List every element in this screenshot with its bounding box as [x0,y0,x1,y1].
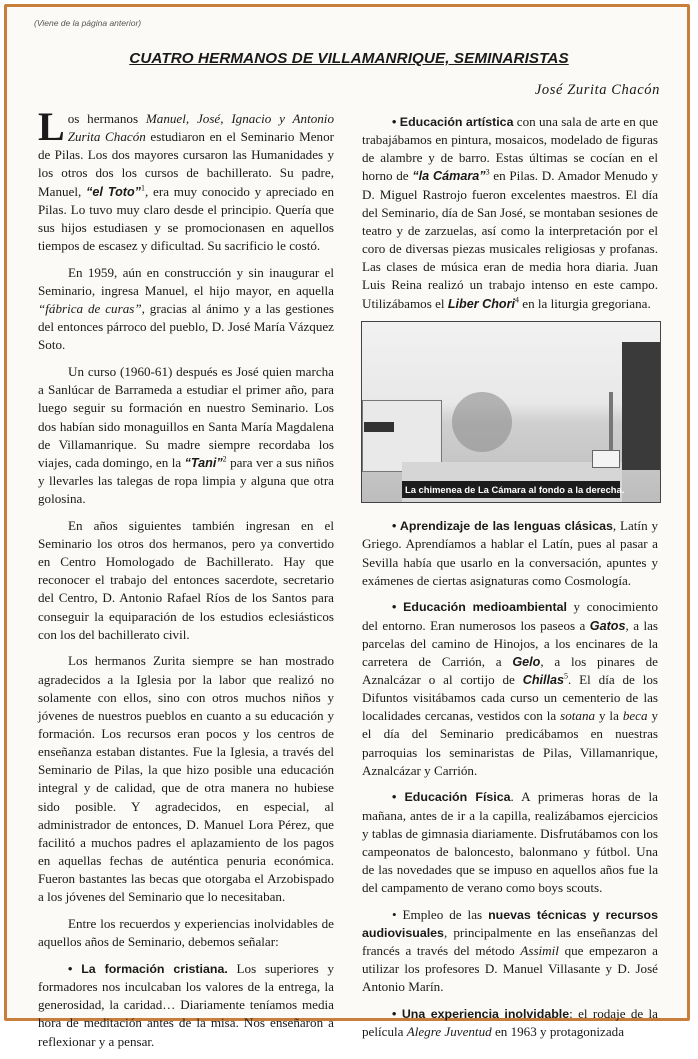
paragraph [362,906,658,997]
text: os hermanos [67,111,146,126]
paragraph: Entre los recuerdos y experiencias inolvidables de aquellos años de Seminario, debemos señalar: [38,916,334,950]
place-name: Gelo [512,654,541,669]
place-name: Gatos [589,618,626,633]
tree-shape [452,392,512,452]
bullet-heading: nuevas técnicas y recursos audiovisuales [362,907,659,940]
nickname: “Tani” [184,455,223,470]
text: . A primeras horas de la mañana, antes de ir a la capilla, realizábamos ejercicios y tablas de gimnasia diariamente. Disfrutábamos con los campeonatos de baloncesto, balonmano y fútbol. Una de las novedades que se impuso en aquellos años fue la del campamento de verano como boys scouts. [362,789,658,896]
text: con una sala de arte en que trabajábamos en pintura, mosaicos, modelado de figuras de alambre y de barro. Estas últimas se cocían en el horno de [362,114,659,184]
text: para ver a sus niños y llevarles las talegas de ropa limpia y alguna que otra golosina. [38,454,334,507]
book-title: Liber Chori [447,296,515,311]
drop-cap: L [38,104,65,149]
text: , Latín y Griego. Aprendíamos a hablar el Latín, pues al pasar a Sevilla había que usarlo en la conversación, apuntes y exámenes de ciertas asignaturas como Cosmología. [362,518,658,588]
bullet-heading: • La formación cristiana. [68,961,228,976]
bullet-heading: • Educación medioambiental [392,600,567,615]
text: , gracias al ánimo y a las gestiones del entonces párroco del pueblo, D. José María Vázquez Soto. [38,301,335,353]
text: en Pilas. D. Amador Menudo y D. Miguel Rastrojo fueron excelentes maestros. El día del Seminario, día de San José, se montaban sesiones de teatro y de zarzuelas, así como la interpretación por el coro de diversas piezas musicales religiosas y profanas. Las clases de música eran de media hora diaria. Juan Luis Reina realizó un trabajo intenso en este campo. Utilizábamos el [362,168,658,311]
text: en la liturgia gregoriana. [519,295,651,311]
paragraph [38,363,334,508]
text: Un curso (1960-61) después es José quien marcha a Sanlúcar de Barrameda a estudiar el primer año, para luego seguir su formación en nuestro Seminario. Los dos habían sido monaguillos en Santa María Magdalena de Villamanrique. Su madre siempre recordaba los viajes, cada domingo, en la [38,364,334,470]
text: estudiaron en el Seminario Menor de Pilas. Los dos mayores cursaron las Humanidades y los otros dos los cursos de bachillerato. Su padre, Manuel, [38,129,334,199]
paragraph [362,1005,658,1041]
bullet-heading: • Educación Física [392,790,511,805]
text: en 1963 y protagonizada [491,1024,625,1040]
names: Manuel, José, Ignacio y Antonio Zurita Chacón [67,111,334,145]
building-shape [622,342,660,470]
paragraph [362,598,658,780]
text: , a las parcelas del camino de Hinojos, a los encinares de la carretera de Carrión, a [362,617,658,669]
paragraph [362,113,658,313]
term: sotana [560,708,596,724]
term: beca [622,708,648,724]
paragraph [362,788,658,897]
paragraph: Los hermanos Zurita siempre se han mostrado agradecidos a la Iglesia por la labor que realizó no solamente con ellos, sino con otros muchos niños y jóvenes de nuestros pueblos en cuanto a su educación y formación. Los recursos eran pocos y los centros de enseñanza estaban distantes. Fue la Iglesia, a través del Seminario de Pilas, la que hizo posible una educación integral y de calidad, que de otra manera no hubiese sido posible. Y agradecidos, en especial, al administrador de entonces, D. Manuel Lora Pérez, que facilitó a muchos padres el aplazamiento de los pagos en aquellas fechas de auténtica penuria económica. Fueron bastantes las becas que otorgaba el Arzobispado a los jóvenes del Seminario que lo necesitaban. [38,653,334,905]
article-author: José Zurita Chacón [534,82,660,98]
text: , era muy conocido y apreciado en Pilas. Lo tuvo muy claro desde el principio. Quería que sus hijos estudiasen y se promocionasen en aquellos tiempos de escasez y dificultad. Su sacrificio le costó. [38,183,335,254]
text: , a los pinares de Aznalcázar o al cortijo de [362,653,658,687]
footnote-ref: 3 [485,168,490,178]
paragraph [38,960,334,1051]
text: • Empleo de las [392,906,489,922]
right-column [362,113,658,1050]
footnote-ref: 2 [222,454,227,464]
car-shape [592,450,620,468]
quote: “fábrica de curas” [38,301,142,317]
street-photo [361,321,661,503]
bullet-heading: • Una experiencia inolvidable [392,1007,570,1022]
article-title: CUATRO HERMANOS DE VILLAMANRIQUE, SEMINARISTAS [129,50,569,67]
sign-shape [364,422,394,432]
text: En 1959, aún en construcción y sin inaugurar el Seminario, ingresa Manuel, el hijo mayor, en aquella [38,264,334,298]
text: Los superiores y formadores nos inculcaban los valores de la entrega, la generosidad, la caridad… Diariamente teníamos media hora de meditación antes de la misa. Nos enseñaron a reflexionar y a pensar. [38,960,335,1049]
text: , principalmente en las enseñanzas del francés a través del método [362,925,658,959]
left-column [38,104,335,1059]
place-name: Chillas [522,672,565,687]
text: y la [595,708,623,724]
paragraph [38,264,334,355]
footnote-ref: 4 [515,295,519,305]
paragraph [38,104,335,255]
text: y conocimiento del entorno. Eran numerosos los paseos a [362,599,658,633]
text: : el rodaje de la película [362,1006,658,1040]
nickname: “el Toto” [86,184,141,199]
film-title: Alegre Juventud [406,1024,492,1040]
footnote-ref: 5 [564,671,569,681]
paragraph [362,517,658,590]
text: . El día de los Difuntos visitábamos cada curso un cementerio de las localidades cercanas, vestidos con la [362,671,659,724]
method-name: Assimil [520,943,559,959]
place-name: “la Cámara” [412,169,486,184]
bullet-heading: • Aprendizaje de las lenguas clásicas [392,519,613,534]
continued-note: (Viene de la página anterior) [34,18,142,28]
text: y el día del Seminario predicábamos en nuestras parroquias los seminaristas de Pilas, Villamanrique, Aznalcázar y Carrión. [362,708,658,778]
footnote-ref: 1 [140,183,145,193]
text: que empezaron a utilizar los profesores D. Manuel Villasante y D. José Antonio Marín. [362,943,658,995]
photo-caption: La chimenea de La Cámara al fondo a la derecha. [402,481,620,498]
paragraph: En años siguientes también ingresan en el Seminario los otros dos hermanos, pero ya convertido en Centro Homologado de Bachillerato. Hay que reconocer el trabajo del entonces sacerdote, secretario del Centro, D. Antonio Rafael Ríos de los Santos para conseguir la equiparación de los estudios eclesiásticos con los del bachillerato civil. [38,517,334,642]
bullet-heading: • Educación artística [392,115,514,129]
